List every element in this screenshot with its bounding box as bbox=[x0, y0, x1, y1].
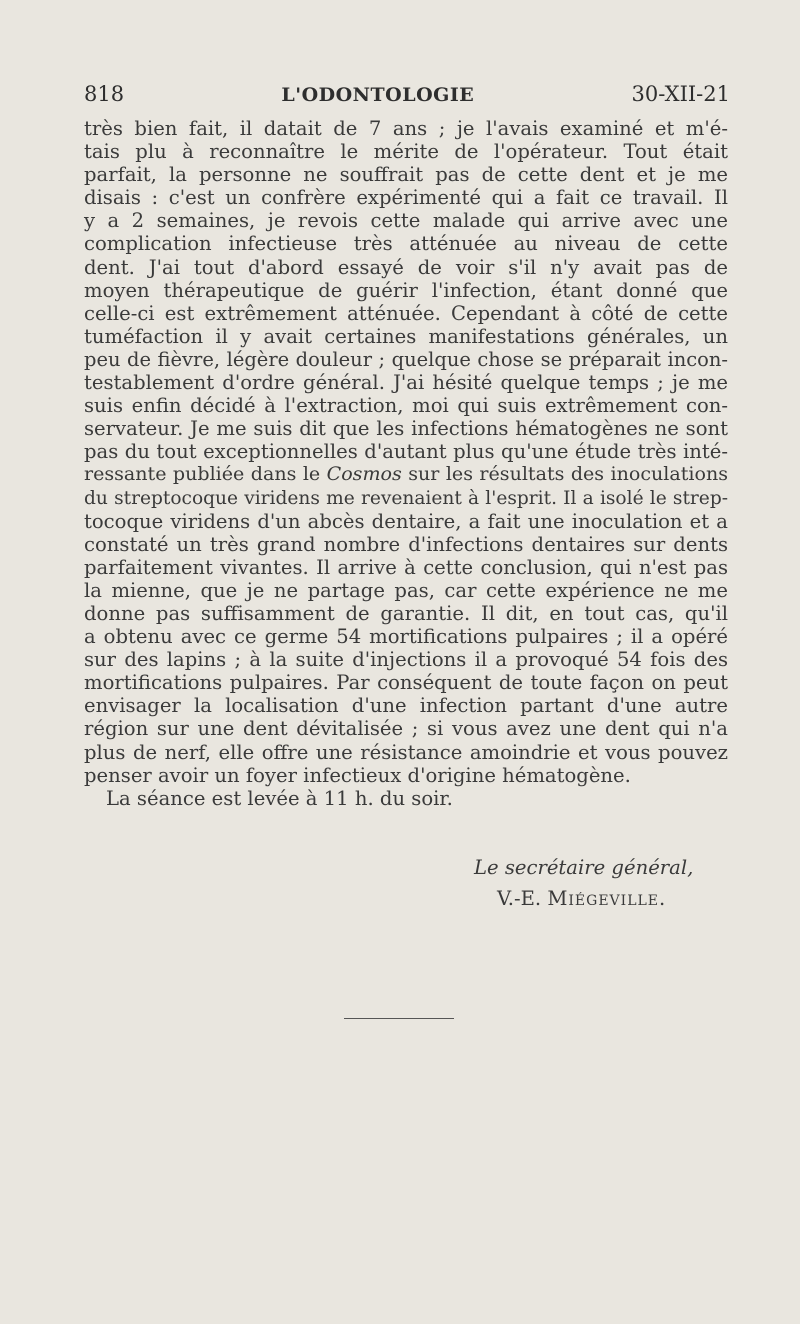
body-line: ressante publiée dans le Cosmos sur les résultats des inoculations bbox=[84, 463, 728, 486]
body-line: donne pas suffisamment de garantie. Il dit, en tout cas, qu'il bbox=[84, 601, 728, 625]
body-line: moyen thérapeutique de guérir l'infection, étant donné que bbox=[84, 278, 728, 302]
signature-role: Le secrétaire général, bbox=[474, 856, 694, 879]
signature-surname: Miégeville. bbox=[547, 887, 667, 910]
body-line: plus de nerf, elle offre une résistance amoindrie et vous pouvez bbox=[84, 740, 728, 764]
body-text bbox=[84, 117, 728, 810]
body-line: complication infectieuse très atténuée au niveau de cette bbox=[84, 232, 728, 256]
body-line: mortifications pulpaires. Par conséquent de toute façon on peut bbox=[84, 671, 728, 695]
body-line: suis enfin décidé à l'extraction, moi qui suis extrêmement con- bbox=[84, 394, 728, 418]
body-line: parfaitement vivantes. Il arrive à cette conclusion, qui n'est pas bbox=[84, 555, 728, 579]
body-line: du streptocoque viridens me revenaient à l'esprit. Il a isolé le strep- bbox=[84, 487, 728, 509]
body-line: la mienne, que je ne partage pas, car cette expérience ne me bbox=[84, 578, 728, 602]
body-line: peu de fièvre, légère douleur ; quelque chose se préparait incon- bbox=[84, 347, 728, 371]
body-line: y a 2 semaines, je revois cette malade qui arrive avec une bbox=[84, 209, 728, 233]
body-line: sur des lapins ; à la suite d'injections il a provoqué 54 fois des bbox=[84, 648, 728, 672]
body-line: servateur. Je me suis dit que les infections hématogènes ne sont bbox=[84, 417, 728, 441]
body-line: envisager la localisation d'une infection partant d'une autre bbox=[84, 694, 728, 718]
body-line: testablement d'ordre général. J'ai hésité quelque temps ; je me bbox=[84, 371, 728, 395]
body-line: disais : c'est un confrère expérimenté qui a fait ce travail. Il bbox=[84, 186, 728, 210]
body-line: a obtenu avec ce germe 54 mortifications pulpaires ; il a opéré bbox=[84, 625, 728, 649]
body-line: celle-ci est extrêmement atténuée. Cependant à côté de cette bbox=[84, 301, 728, 325]
body-line: très bien fait, il datait de 7 ans ; je l'avais examiné et m'é- bbox=[84, 117, 728, 140]
body-line: tocoque viridens d'un abcès dentaire, a fait une inoculation et a bbox=[84, 509, 728, 533]
signature-name bbox=[497, 887, 666, 910]
page-number: 818 bbox=[84, 82, 125, 106]
end-rule bbox=[344, 1018, 454, 1019]
body-line: parfait, la personne ne souffrait pas de cette dent et je me bbox=[84, 163, 728, 187]
closing-line: La séance est levée à 11 h. du soir. bbox=[106, 786, 453, 810]
body-line: penser avoir un foyer infectieux d'origine hématogène. bbox=[84, 763, 631, 787]
body-line: tais plu à reconnaître le mérite de l'opérateur. Tout était bbox=[84, 140, 728, 164]
journal-title: L'ODONTOLOGIE bbox=[281, 84, 475, 106]
body-line: dent. J'ai tout d'abord essayé de voir s'il n'y avait pas de bbox=[84, 255, 728, 279]
body-line: constaté un très grand nombre d'infections dentaires sur dents bbox=[84, 532, 728, 556]
running-head bbox=[84, 82, 730, 106]
signature-initials: V.-E. bbox=[497, 887, 542, 910]
body-line: pas du tout exceptionnelles d'autant plus qu'une étude très inté- bbox=[84, 440, 728, 464]
body-line: tuméfaction il y avait certaines manifestations générales, un bbox=[84, 324, 728, 348]
body-line: région sur une dent dévitalisée ; si vous avez une dent qui n'a bbox=[84, 717, 728, 741]
issue-date: 30-XII-21 bbox=[631, 82, 730, 106]
